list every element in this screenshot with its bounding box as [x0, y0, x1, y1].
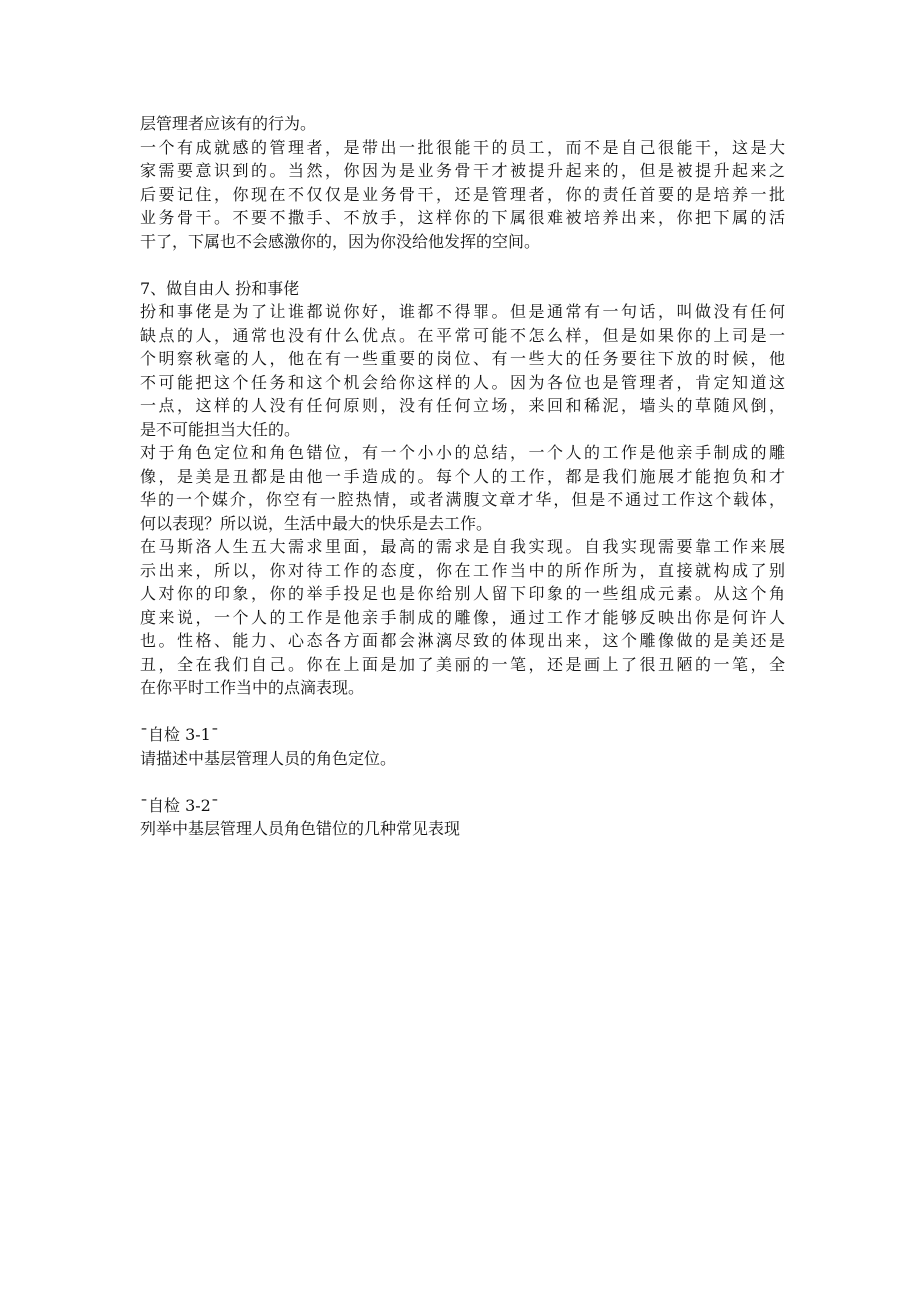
text-line: 干了，下属也不会感激你的，因为你没给他发挥的空间。: [140, 231, 541, 251]
text-line: 何以表现？所以说，生活中最大的快乐是去工作。: [140, 513, 493, 533]
text-line: 层管理者应该有的行为。: [140, 114, 317, 133]
self-check-title: ¯自检 3-1¯: [140, 725, 219, 744]
text-line: 在你平时工作当中的点滴表现。: [140, 678, 365, 697]
text-line: 示出来，所以，你对待工作的态度，你在工作当中的所作所为，直接就构成了别: [140, 560, 785, 580]
text-line: 后要记住，你现在不仅仅是业务骨干，还是管理者，你的责任首要的是培养一批: [140, 184, 785, 204]
text-line: 扮和事佬是为了让谁都说你好，谁都不得罪。但是通常有一句话，叫做没有任何: [140, 302, 785, 321]
section-heading: 7、做自由人 扮和事佬: [140, 278, 300, 298]
self-check-question: 列举中基层管理人员角色错位的几种常见表现: [140, 819, 461, 838]
paragraph-spacer: [140, 253, 785, 277]
text-line: 人对你的印象，你的举手投足也是你给别人留下印象的一些组成元素。从这个角: [140, 584, 785, 603]
text-line: 也。性格、能力、心态各方面都会淋漓尽致的体现出来，这个雕像做的是美还是: [140, 631, 785, 650]
text-line: 缺点的人，通常也没有什么优点。在平常可能不怎么样，但是如果你的上司是一: [140, 325, 785, 345]
text-line: 个明察秋毫的人，他在有一些重要的岗位、有一些大的任务要往下放的时候，他: [140, 349, 785, 368]
text-line: 一点，这样的人没有任何原则，没有任何立场，来回和稀泥，墙头的草随风倒，: [140, 396, 785, 415]
text-line: 度来说，一个人的工作是他亲手制成的雕像，通过工作才能够反映出你是何许人: [140, 607, 785, 627]
text-line: 一个有成就感的管理者，是带出一批很能干的员工，而不是自己很能干，这是大: [140, 137, 785, 157]
text-line: 不可能把这个任务和这个机会给你这样的人。因为各位也是管理者，肯定知道这: [140, 372, 785, 392]
text-line: 业务骨干。不要不撒手、不放手，这样你的下属很难被培养出来，你把下属的活: [140, 208, 785, 227]
self-check-title: ¯自检 3-2¯: [140, 795, 219, 815]
document-page: [140, 112, 785, 841]
text-line: 对于角色定位和角色错位，有一个小小的总结，一个人的工作是他亲手制成的雕: [140, 443, 785, 462]
text-line: 是不可能担当大任的。: [140, 419, 301, 439]
text-line: 家需要意识到的。当然，你因为是业务骨干才被提升起来的，但是被提升起来之: [140, 161, 785, 180]
self-check-question: 请描述中基层管理人员的角色定位。: [140, 748, 397, 768]
paragraph-spacer: [140, 700, 785, 724]
paragraph-spacer: [140, 770, 785, 794]
text-line: 在马斯洛人生五大需求里面，最高的需求是自我实现。自我实现需要靠工作来展: [140, 537, 785, 556]
text-line: 华的一个媒介，你空有一腔热情，或者满腹文章才华，但是不通过工作这个载体，: [140, 490, 785, 509]
text-line: 像，是美是丑都是由他一手造成的。每个人的工作，都是我们施展才能抱负和才: [140, 466, 785, 486]
text-line: 丑，全在我们自己。你在上面是加了美丽的一笔，还是画上了很丑陋的一笔，全: [140, 654, 785, 674]
